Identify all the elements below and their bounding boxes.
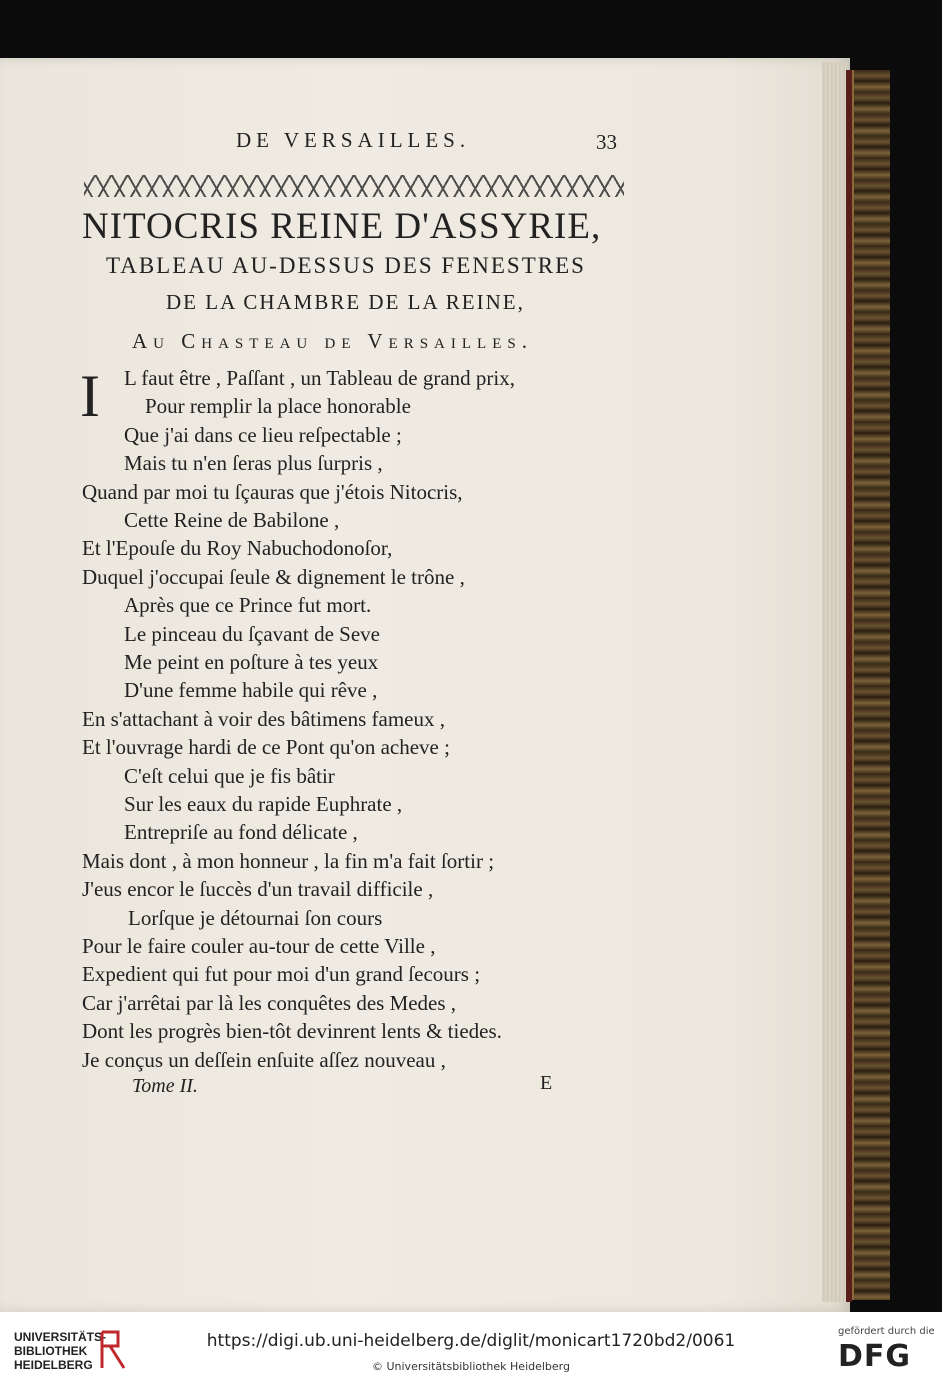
verse-line: Que j'ai dans ce lieu reſpectable ; xyxy=(124,422,402,447)
page-number: 33 xyxy=(596,130,617,154)
book-cover-edge xyxy=(852,70,890,1300)
subtitle-1: TABLEAU AU-DESSUS DES FENESTRES xyxy=(106,253,586,278)
verse-line: Mais dont , à mon honneur , la fin m'a fait ſortir ; xyxy=(82,848,495,873)
poem-title: NITOCRIS REINE D'ASSYRIE, xyxy=(82,206,602,247)
logo-line-2: BIBLIOTHEK xyxy=(14,1344,88,1358)
ornament-band-icon xyxy=(84,175,624,197)
verse-line: Cette Reine de Babilone , xyxy=(124,508,340,532)
funder-note: gefördert durch die xyxy=(838,1326,935,1337)
verse-line: Sur les eaux du rapide Euphrate , xyxy=(124,792,403,816)
verse-line: C'eſt celui que je fis bâtir xyxy=(124,763,335,788)
verse-line: Quand par moi tu ſçauras que j'étois Nitocris, xyxy=(82,479,463,504)
verse-line: Pour le faire couler au-tour de cette Ville , xyxy=(82,934,436,958)
verse-line: Expedient qui fut pour moi d'un grand ſecours ; xyxy=(82,962,481,987)
running-head: DE VERSAILLES. xyxy=(236,128,471,152)
verse-line: Mais tu n'en ſeras plus ſurpris , xyxy=(124,451,383,476)
page-edges xyxy=(822,62,846,1302)
verse-line: Et l'ouvrage hardi de ce Pont qu'on acheve ; xyxy=(82,735,450,760)
subtitle-3: Au Chasteau de Versailles. xyxy=(132,329,533,353)
logo-line-3: HEIDELBERG xyxy=(14,1358,93,1372)
subtitle-2: DE LA CHAMBRE DE LA REINE, xyxy=(166,290,525,314)
verse-line: Me peint en poſture à tes yeux xyxy=(124,650,379,674)
catchword-tome: Tome II. xyxy=(132,1075,198,1097)
verse-line: Pour remplir la place honorable xyxy=(145,394,411,419)
drop-cap: I xyxy=(80,363,100,429)
permalink-url[interactable]: https://digi.ub.uni-heidelberg.de/diglit/monicart1720bd2/0061 xyxy=(206,1331,736,1351)
verse-line: J'eus encor le ſuccès d'un travail difficile , xyxy=(82,877,434,902)
signature-mark: E xyxy=(540,1072,553,1094)
verse-line: Duquel j'occupai ſeule & dignement le trône , xyxy=(82,564,465,589)
verse-line: L faut être , Paſſant , un Tableau de grand prix, xyxy=(124,366,515,390)
verse-line: En s'attachant à voir des bâtimens fameux , xyxy=(82,706,445,731)
verse-line: D'une femme habile qui rêve , xyxy=(124,678,378,703)
verse-line: Dont les progrès bien-tôt devinrent lents & tiedes. xyxy=(82,1019,502,1044)
copyright-notice: © Universitätsbibliothek Heidelberg xyxy=(371,1360,570,1373)
dfg-logo: DFG xyxy=(838,1339,912,1374)
verse-line: Entrepriſe au fond délicate , xyxy=(124,820,358,845)
verse-line: Après que ce Prince fut mort. xyxy=(124,593,372,618)
verse-line: Je conçus un deſſein enſuite aſſez nouveau , xyxy=(82,1047,446,1072)
verse-line: Car j'arrêtai par là les conquêtes des Medes , xyxy=(82,990,457,1015)
verse-line: Lorſque je détournai ſon cours xyxy=(128,905,383,930)
verse-line: Le pinceau du ſçavant de Seve xyxy=(124,621,380,646)
verse-line: Et l'Epouſe du Roy Nabuchodonoſor, xyxy=(82,536,393,561)
logo-line-1: UNIVERSITÄTS- xyxy=(14,1330,107,1344)
